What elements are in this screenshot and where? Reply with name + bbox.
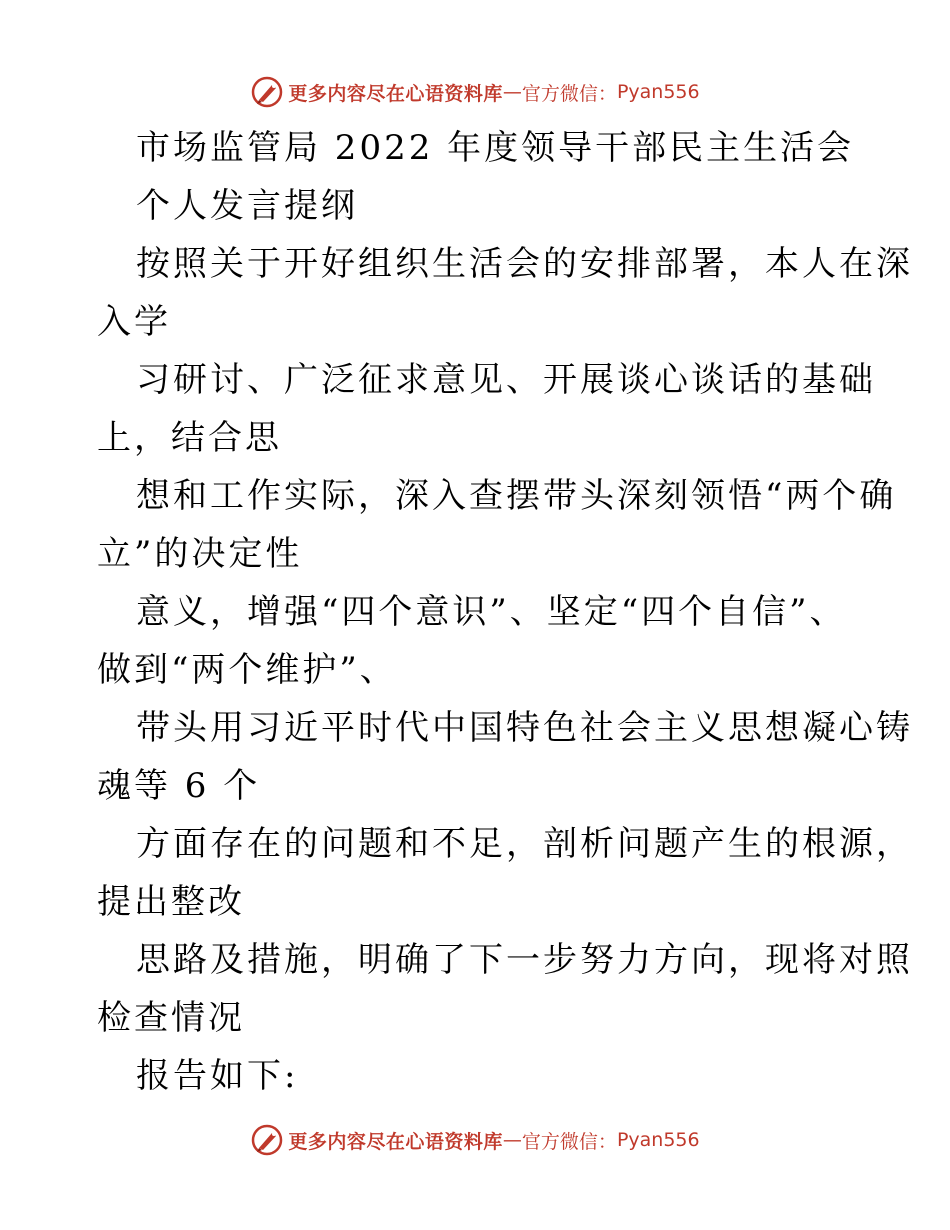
paragraph-line: 上，结合思: [97, 418, 282, 458]
paragraph-line: 思路及措施，明确了下一步努力方向，现将对照: [136, 940, 913, 980]
paragraph-line: 想和工作实际，深入查摆带头深刻领悟“两个确: [136, 476, 897, 516]
header-banner: [0, 72, 950, 112]
paragraph-line: 提出整改: [97, 882, 245, 922]
paragraph-line: 检查情况: [97, 998, 245, 1038]
banner-dash: —: [502, 81, 522, 103]
paragraph-line: 意义，增强“四个意识”、坚定“四个自信”、: [136, 592, 847, 632]
banner-wechat-id: Pyan556: [616, 81, 700, 103]
banner-wechat-label: 官方微信：: [521, 1130, 617, 1153]
paragraph-line: 按照关于开好组织生活会的安排部署，本人在深: [136, 244, 913, 284]
paragraph-line: 立”的决定性: [97, 534, 303, 574]
banner-main-text: 更多内容尽在心语资料库: [288, 82, 503, 105]
document-subtitle: 个人发言提纲: [136, 186, 358, 226]
footer-banner: [0, 1120, 950, 1160]
paragraph-line: 魂等 6 个: [97, 766, 261, 806]
banner-wechat-id: Pyan556: [616, 1129, 700, 1151]
paragraph-line: 带头用习近平时代中国特色社会主义思想凝心铸: [136, 708, 913, 748]
pen-logo-icon: [250, 75, 284, 109]
paragraph-line: 入学: [97, 302, 171, 342]
banner-dash: —: [502, 1129, 522, 1151]
pen-logo-icon: [250, 1123, 284, 1157]
banner-main-text: 更多内容尽在心语资料库: [288, 1130, 503, 1153]
paragraph-line: 方面存在的问题和不足，剖析问题产生的根源，: [136, 824, 913, 864]
banner-wechat-label: 官方微信：: [521, 82, 617, 105]
paragraph-line: 报告如下:: [136, 1056, 299, 1096]
paragraph-line: 做到“两个维护”、: [97, 650, 397, 690]
paragraph-line: 习研讨、广泛征求意见、开展谈心谈话的基础: [136, 360, 876, 400]
document-title: 市场监管局 2022 年度领导干部民主生活会: [136, 128, 855, 168]
